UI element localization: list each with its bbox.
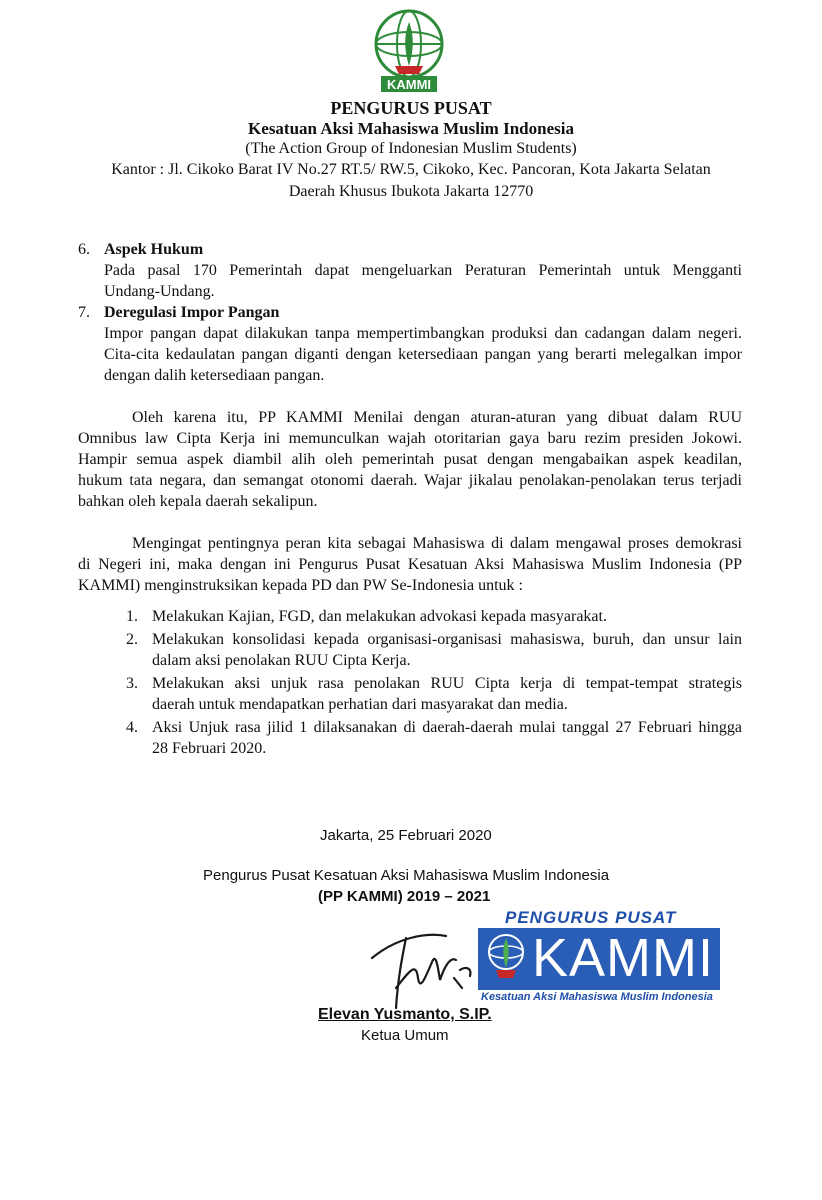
aspect-heading: Deregulasi Impor Pangan: [104, 304, 280, 321]
signature-place-date: Jakarta, 25 Februari 2020: [320, 827, 492, 844]
body-paragraph-line: di Negeri ini, maka dengan ini Pengurus Pusat Kesatuan Aksi Mahasiswa Muslim Indonesia (PP: [78, 556, 742, 573]
logo-wordmark: KAMMI: [386, 77, 432, 92]
instruction-number: 3.: [126, 675, 138, 692]
signature-org: Pengurus Pusat Kesatuan Aksi Mahasiswa Muslim Indonesia: [203, 867, 610, 884]
aspect-text-line: dengan dalih ketersediaan pangan.: [104, 367, 325, 384]
aspect-text-line: Pada pasal 170 Pemerintah dapat mengeluarkan Peraturan Pemerintah untuk Mengganti: [104, 262, 742, 279]
handwritten-signature: [366, 918, 486, 1018]
signature-period: (PP KAMMI) 2019 – 2021: [318, 888, 491, 905]
letterhead-address-line1: Kantor : Jl. Cikoko Barat IV No.27 RT.5/ RW.5, Cikoko, Kec. Pancoran, Kota Jakarta Selatan: [111, 161, 711, 178]
stamp-text: KAMMI: [532, 928, 715, 988]
body-paragraph-line: hukum tata negara, dan semangat otonomi daerah. Wajar jikalau penolakan-penolakan terus terjadi: [78, 472, 742, 489]
letterhead-org-name: Kesatuan Aksi Mahasiswa Muslim Indonesia: [248, 119, 574, 138]
instruction-line: daerah untuk mendapatkan perhatian dari masyarakat dan media.: [152, 696, 568, 713]
body-paragraph-line: KAMMI) menginstruksikan kepada PD dan PW Se-Indonesia untuk :: [78, 577, 523, 594]
instruction-line: 28 Februari 2020.: [152, 740, 267, 757]
aspect-text-line: Impor pangan dapat dilakukan tanpa mempertimbangkan produksi dan cadangan dalam negeri.: [104, 325, 742, 342]
instruction-line: dalam aksi penolakan RUU Cipta Kerja.: [152, 652, 411, 669]
instruction-line: Melakukan aksi unjuk rasa penolakan RUU Cipta kerja di tempat-tempat strategis: [152, 675, 742, 692]
aspect-text-line: Cita-cita kedaulatan pangan diganti dengan ketersediaan pangan yang berarti melegalkan impor: [104, 346, 742, 363]
aspect-heading: Aspek Hukum: [104, 241, 204, 258]
instruction-line: Melakukan Kajian, FGD, dan melakukan advokasi kepada masyarakat.: [152, 608, 607, 625]
signatory-name: Elevan Yusmanto, S.IP.: [318, 1006, 492, 1023]
stamp-subtitle: Kesatuan Aksi Mahasiswa Muslim Indonesia: [481, 991, 713, 1003]
letterhead-address-line2: Daerah Khusus Ibukota Jakarta 12770: [288, 183, 534, 200]
aspect-text-line: Undang-Undang.: [104, 283, 215, 300]
instruction-number: 4.: [126, 719, 138, 736]
instruction-line: Aksi Unjuk rasa jilid 1 dilaksanakan di daerah-daerah mulai tanggal 27 Februari hingga: [152, 719, 742, 736]
instruction-line: Melakukan konsolidasi kepada organisasi-organisasi mahasiswa, buruh, dan unsur lain: [152, 631, 742, 648]
letterhead-title: PENGURUS PUSAT: [330, 98, 492, 118]
body-paragraph-line: Oleh karena itu, PP KAMMI Menilai dengan aturan-aturan yang dibuat dalam RUU: [132, 409, 742, 426]
stamp-logo-icon: [484, 932, 528, 986]
instruction-number: 1.: [126, 608, 138, 625]
kammi-logo: [373, 8, 445, 98]
aspect-number: 6.: [78, 241, 90, 258]
stamp-title: PENGURUS PUSAT: [505, 908, 677, 927]
letterhead-org-english: (The Action Group of Indonesian Muslim Students): [245, 140, 577, 157]
aspect-number: 7.: [78, 304, 90, 321]
body-paragraph-line: bahkan oleh kepala daerah sekalipun.: [78, 493, 318, 510]
instruction-number: 2.: [126, 631, 138, 648]
body-paragraph-line: Hampir semua aspek diambil alih oleh pemerintah pusat dengan mengabaikan aspek keadilan,: [78, 451, 742, 468]
signatory-role: Ketua Umum: [361, 1027, 449, 1044]
body-paragraph-line: Omnibus law Cipta Kerja ini memunculkan wajah otoritarian gaya baru rezim presiden Jokowi.: [78, 430, 742, 447]
body-paragraph-line: Mengingat pentingnya peran kita sebagai Mahasiswa di dalam mengawal proses demokrasi: [132, 535, 742, 552]
